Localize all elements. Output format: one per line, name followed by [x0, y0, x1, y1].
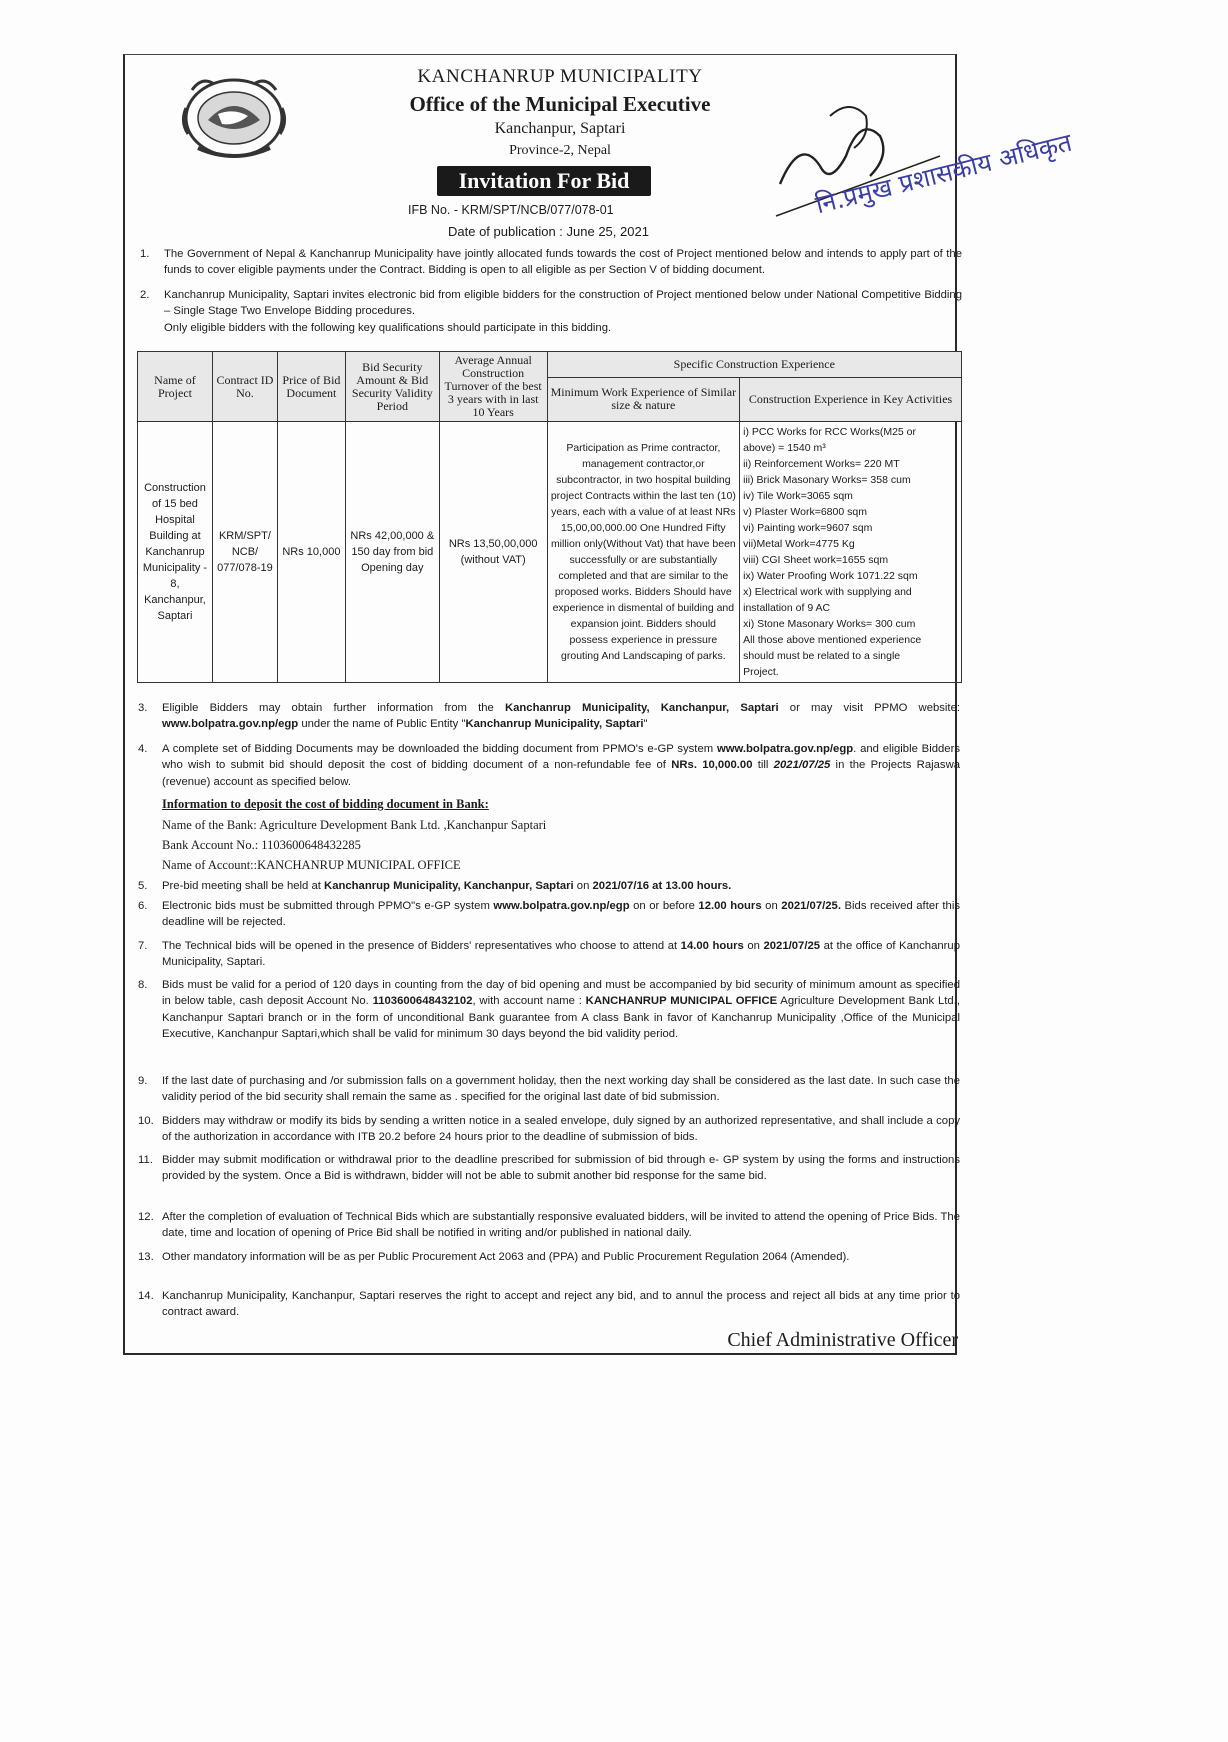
cell-bid-security: NRs 42,00,000 & 150 day from bid Opening day [345, 422, 439, 683]
clause-text: Agriculture Development Bank Ltd., Kanchanpur Saptari branch or in the form of unconditional Bank guarantee from A class Bank in favor of Kanchanrup Municipality ,Office of the Municipal Executive, Kanchanpur Saptari,which shall be valid for minimum 30 days beyond the bid validity period. [162, 995, 960, 1040]
clause-text: After the completion of evaluation of Technical Bids which are substantially responsive evaluated bidders, will be invited to attend the opening of Price Bids. The date, time and location of opening of Price Bid shall be notified in writing and/or published in national daily. [162, 1211, 960, 1240]
clause-text: on [761, 900, 782, 912]
clause-text: Bidder may submit modification or withdrawal prior to the deadline prescribed for submission of bid through e- GP system by using the forms and instructions provided by the system. Once a Bid is withdrawn, bidder will not be able to submit another bid response for the same bid. [162, 1154, 960, 1183]
clause-text: " [643, 718, 648, 731]
clause-13 [138, 1249, 960, 1265]
clause-number: 6. [138, 900, 148, 912]
key-activity-item: i) PCC Works for RCC Works(M25 or [743, 426, 917, 438]
office-location: Kanchanpur, Saptari [494, 120, 626, 137]
col-contract-id: Contract ID No. [212, 352, 277, 422]
clause-text: Bids received after this deadline will be rejected. [162, 900, 960, 929]
clause-text: in the Projects Rajaswa (revenue) account as specified below. [162, 759, 961, 788]
bid-table [137, 351, 962, 683]
clause-text: Bids must be valid for a period of 120 days in counting from the day of bid opening and must be accompanied by bid security of minimum amount as specified in below table, cash deposit Account No. [162, 979, 960, 1008]
bank-account-number: Bank Account No.: 1103600648432285 [162, 838, 361, 852]
clause-number: 5. [138, 880, 148, 892]
key-activity-item: ix) Water Proofing Work 1071.22 sqm [743, 570, 918, 582]
nepal-emblem-icon [178, 68, 290, 160]
cell-min-work: Participation as Prime contractor, management contractor,or subcontractor, in two hospital building project Contracts within the last ten (10) years, each with a value of at least NRs 15,00,00,000.00 One Hundred Fifty million only(Without Vat) that have been successfully or are substantially completed and that are similar to the proposed works. Bidders Should have experience in dismental of building and expansion joint. Bidders should possess experience in pressure grouting And Landscaping of parks. [547, 422, 740, 683]
bank-name: Name of the Bank: Agriculture Development Bank Ltd. ,Kanchanpur Saptari [162, 818, 547, 832]
clause-emphasis: 2021/07/16 at 13.00 hours. [592, 880, 732, 892]
invitation-banner: Invitation For Bid [437, 166, 651, 196]
key-activity-item: vii)Metal Work=4775 Kg [743, 538, 855, 550]
clause-text: . and eligible Bidders who wish to submit bid should deposit the cost of bidding document of a non-refundable fee of [162, 743, 960, 772]
clause-emphasis: 12.00 hours [698, 900, 762, 912]
clause-11 [138, 1152, 960, 1185]
municipality-name: KANCHANRUP MUNICIPALITY [417, 66, 703, 87]
clause-number: 8. [138, 979, 148, 991]
col-name-of-project: Name of Project [138, 352, 213, 422]
publication-date: Date of publication : June 25, 2021 [448, 224, 649, 239]
clause-text: on or before [629, 900, 699, 912]
clause-emphasis: Kanchanrup Municipality, Kanchanpur, Saptari [324, 880, 574, 892]
col-specific-experience: Specific Construction Experience [547, 352, 961, 378]
clause-number: 11. [138, 1154, 153, 1166]
key-activity-item: viii) CGI Sheet work=1655 sqm [743, 554, 889, 566]
clause-5 [138, 878, 960, 894]
clause-text: Pre-bid meeting shall be held at [162, 880, 325, 892]
cell-project-name: Construction of 15 bed Hospital Building at Kanchanrup Municipality - 8, Kanchanpur, Saptari [138, 422, 213, 683]
clause-emphasis: 2021/07/25 [763, 940, 821, 952]
website-link[interactable]: www.bolpatra.gov.np/egp [162, 718, 299, 731]
key-activity-item: vi) Painting work=9607 sqm [743, 522, 873, 534]
official-stamp: नि.प्रमुख प्रशासकीय अधिकृत [812, 127, 1075, 220]
key-activity-item: iii) Brick Masonary Works= 358 cum [743, 474, 911, 486]
clause-text: The Government of Nepal & Kanchanrup Municipality have jointly allocated funds towards the cost of Project mentioned below and intends to apply part of the funds to cover eligible payments under the Contract. Bidding is open to all eligible as per Section V of bidding document. [164, 248, 962, 277]
clause-12 [138, 1209, 960, 1242]
clause-emphasis: NRs. 10,000.00 [671, 759, 753, 772]
cell-turnover: NRs 13,50,00,000 (without VAT) [439, 422, 547, 683]
clause-2 [140, 287, 962, 336]
clause-number: 10. [138, 1115, 154, 1127]
clause-text: , with account name : [472, 995, 586, 1008]
clause-emphasis: 2021/07/25. [781, 900, 841, 912]
clause-8 [138, 977, 960, 1042]
clause-7 [138, 938, 960, 971]
clause-text: Kanchanrup Municipality, Saptari invites electronic bid from eligible bidders for the construction of Project mentioned below under National Competitive Bidding – Single Stage Two Envelope Bidding procedures. [164, 289, 962, 318]
clause-1 [140, 246, 962, 279]
clause-text: till [752, 759, 774, 772]
key-activity-item: ii) Reinforcement Works= 220 MT [743, 458, 900, 470]
clause-number: 14. [138, 1290, 154, 1302]
key-activity-item: x) Electrical work with supplying and [743, 586, 912, 598]
key-activity-item: xi) Stone Masonary Works= 300 cum [743, 618, 916, 630]
clause-number: 13. [138, 1251, 154, 1263]
clause-number: 1. [140, 248, 150, 260]
key-activity-item: All those above mentioned experience [743, 634, 922, 646]
clause-text: Electronic bids must be submitted through PPMO"s e-GP system [162, 900, 494, 912]
col-price-of-bid: Price of Bid Document [277, 352, 345, 422]
key-activity-item: installation of 9 AC [743, 602, 831, 614]
website-link[interactable]: www.bolpatra.gov.np/egp [493, 900, 630, 912]
table-row [138, 422, 962, 683]
clause-number: 9. [138, 1075, 148, 1087]
office-province: Province-2, Nepal [509, 143, 611, 158]
ifb-number: IFB No. - KRM/SPT/NCB/077/078-01 [408, 203, 614, 217]
col-bid-security: Bid Security Amount & Bid Security Validity Period [345, 352, 439, 422]
clause-6 [138, 898, 960, 931]
clause-9 [138, 1073, 960, 1106]
key-activity-item: iv) Tile Work=3065 sqm [743, 490, 853, 502]
col-key-activities: Construction Experience in Key Activities [740, 377, 962, 421]
clause-text: on [573, 880, 593, 892]
col-avg-turnover: Average Annual Construction Turnover of the best 3 years with in last 10 Years [439, 352, 547, 422]
clause-text: Other mandatory information will be as per Public Procurement Act 2063 and (PPA) and Public Procurement Regulation 2064 (Amended). [162, 1251, 850, 1263]
office-name: Office of the Municipal Executive [409, 92, 711, 116]
clause-4 [138, 741, 961, 790]
clause-text: under the name of Public Entity " [298, 718, 466, 731]
bank-info-heading: Information to deposit the cost of bidding document in Bank: [162, 797, 489, 811]
clause-number: 4. [138, 743, 148, 755]
clause-number: 7. [138, 940, 148, 952]
key-activity-item: v) Plaster Work=6800 sqm [743, 506, 867, 518]
clause-10 [138, 1113, 960, 1146]
clause-emphasis: Kanchanrup Municipality, Saptari [465, 718, 644, 731]
clause-number: 2. [140, 289, 150, 301]
cell-price: NRs 10,000 [277, 422, 345, 683]
website-link[interactable]: www.bolpatra.gov.np/egp [716, 743, 854, 755]
clause-emphasis: 1103600648432102 [372, 995, 473, 1008]
bank-account-name: Name of Account::KANCHANRUP MUNICIPAL OFFICE [162, 858, 461, 872]
clause-text: or may visit PPMO website: [778, 702, 960, 714]
clause-3 [138, 700, 960, 733]
clause-text: If the last date of purchasing and /or submission falls on a government holiday, then the next working day shall be considered as the last date. In such case the validity period of the bid security shall remain the same as . specified for the original last date of bid submission. [162, 1075, 960, 1104]
clause-emphasis: Kanchanrup Municipality, Kanchanpur, Saptari [504, 702, 779, 714]
key-activity-item: above) = 1540 m³ [743, 442, 826, 454]
key-activity-item: should must be related to a single [743, 650, 901, 662]
clause-text: Bidders may withdraw or modify its bids by sending a written notice in a sealed envelope, duly signed by an authorized representative, and shall include a copy of the authorization in accordance with ITB 20.2 before 24 hours prior to the deadline of submission of bids. [162, 1115, 960, 1144]
clause-text: on [743, 940, 764, 952]
clause-text: Kanchanrup Municipality, Kanchanpur, Saptari reserves the right to accept and reject any bid, and to annul the process and reject all bids at any time prior to contract award. [162, 1290, 960, 1319]
cell-contract-id: KRM/SPT/ NCB/ 077/078-19 [212, 422, 277, 683]
clause-14 [138, 1288, 960, 1321]
clause-text: The Technical bids will be opened in the presence of Bidders' representatives who choose to attend at [162, 940, 681, 952]
signatory-title: Chief Administrative Officer [727, 1329, 958, 1351]
clause-text-note: Only eligible bidders with the following key qualifications should participate in this bidding. [164, 321, 612, 334]
clause-emphasis: 14.00 hours [680, 940, 744, 952]
clause-text: at the office of Kanchanrup Municipality, Saptari. [162, 940, 960, 969]
clause-number: 3. [138, 702, 148, 714]
clause-number: 12. [138, 1211, 154, 1223]
clause-text: A complete set of Bidding Documents may be downloaded the bidding document from PPMO's e-GP system [162, 743, 717, 755]
cell-key-activities [740, 422, 962, 683]
clause-text: Eligible Bidders may obtain further information from the [162, 702, 505, 714]
clause-emphasis: 2021/07/25 [773, 759, 831, 772]
key-activity-item: Project. [743, 666, 779, 678]
clause-emphasis: KANCHANRUP MUNICIPAL OFFICE [585, 995, 778, 1008]
col-min-work: Minimum Work Experience of Similar size & nature [547, 377, 740, 421]
